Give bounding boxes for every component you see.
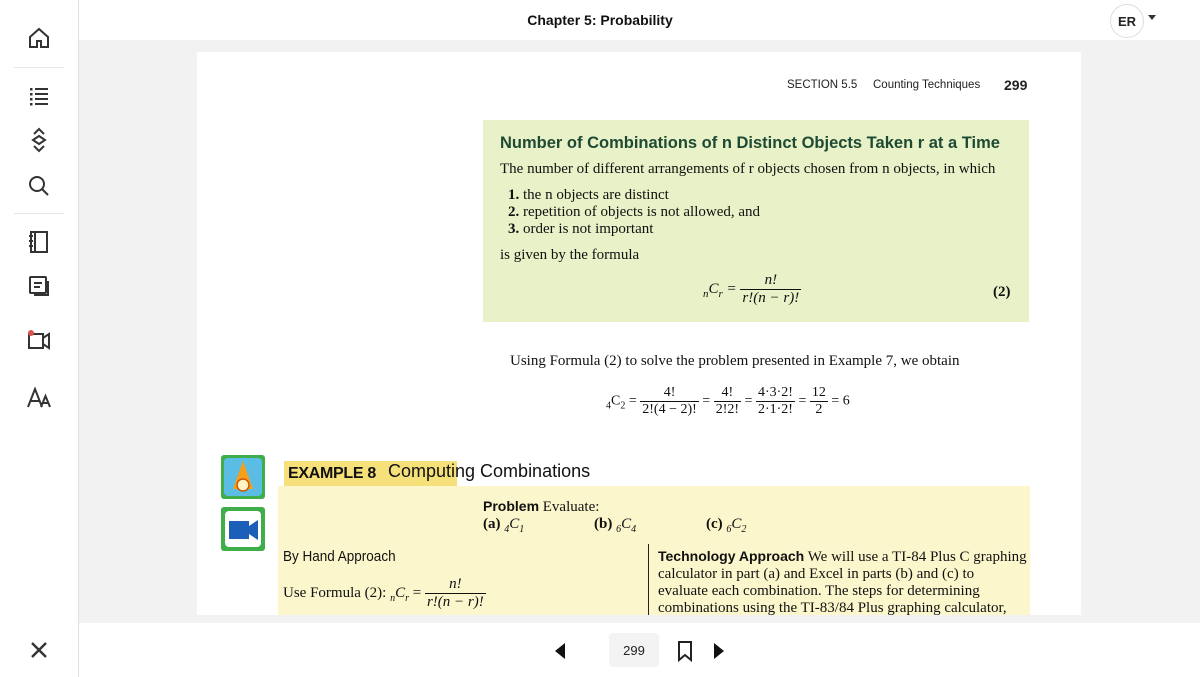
condition-item: 2. repetition of objects is not allowed, and xyxy=(508,204,761,220)
example7-calculation: $_4C_2$ = $\frac{4!}{2!(4 - 2)!}$ = $\frac{4!}{2!2!}$ = $\frac{4\cdot 3\cdot 2!}{2\cdot 1\cdot 2!}$ = $\frac{12}{2}$ = 6 xyxy=(606,385,850,417)
example-title: Computing Combinations xyxy=(388,461,591,481)
condition-item: 1. the n objects are distinct xyxy=(508,187,669,203)
by-hand-title: By Hand Approach xyxy=(283,548,396,565)
technology-line: combinations using the TI-83/84 Plus graphing calculator, xyxy=(658,600,1007,615)
section-title: Counting Techniques xyxy=(873,79,981,91)
problem-part-b: (b) $_6C_4$ xyxy=(594,516,637,535)
formula-label: (2) xyxy=(993,284,1011,300)
example-header xyxy=(278,458,1030,488)
learning-catalytics-icon[interactable] xyxy=(221,455,265,499)
media-icon[interactable] xyxy=(19,322,59,358)
user-avatar[interactable]: ER xyxy=(1110,4,1144,38)
combination-formula: $_nC_r$ = $\frac{n!}{r!(n - r)!}$ xyxy=(703,272,800,306)
technology-line: Technology Approach We will use a TI-84 Plus C graphing xyxy=(658,548,1027,565)
technology-line: evaluate each combination. The steps for determining xyxy=(658,583,980,599)
column-divider xyxy=(648,544,649,615)
section-label: SECTION 5.5 xyxy=(787,79,858,91)
condition-item: 3. order is not important xyxy=(508,221,654,237)
table-of-contents-icon[interactable] xyxy=(19,78,59,114)
definition-title: Number of Combinations of n Distinct Objects Taken r at a Time xyxy=(500,134,1000,152)
left-sidebar xyxy=(0,0,79,677)
example-label: EXAMPLE 8 xyxy=(288,465,376,482)
text-size-icon[interactable] xyxy=(19,380,59,416)
technology-line: calculator in part (a) and Excel in parts (b) and (c) to xyxy=(658,566,975,582)
chevron-down-icon[interactable] xyxy=(1148,15,1156,20)
problem-part-a: (a) $_4C_1$ xyxy=(483,516,525,535)
next-page-icon[interactable] xyxy=(712,642,726,665)
definition-box xyxy=(483,120,1029,322)
page-number-input[interactable]: 299 xyxy=(609,633,659,667)
chapter-title: Chapter 5: Probability xyxy=(527,12,673,28)
problem-part-c: (c) $_6C_2$ xyxy=(706,516,747,535)
video-icon[interactable] xyxy=(221,507,265,551)
flashcards-icon[interactable] xyxy=(19,268,59,304)
previous-page-icon[interactable] xyxy=(553,642,567,665)
problem-statement: Problem Evaluate: xyxy=(483,498,600,515)
bookmark-icon[interactable] xyxy=(676,640,694,667)
definition-intro: The number of different arrangements of r objects chosen from n objects, in which xyxy=(500,161,996,177)
notebook-icon[interactable] xyxy=(19,224,59,260)
navigate-icon[interactable] xyxy=(19,122,59,158)
book-page xyxy=(197,52,1081,615)
example-body xyxy=(278,486,1030,615)
page-number: 299 xyxy=(1004,77,1028,93)
by-hand-formula: Use Formula (2): $_nC_r$ = $\frac{n!}{r!(n - r)!}$ xyxy=(283,576,484,610)
definition-given: is given by the formula xyxy=(500,247,640,263)
close-icon[interactable] xyxy=(19,632,59,668)
search-icon[interactable] xyxy=(19,168,59,204)
using-formula-text: Using Formula (2) to solve the problem presented in Example 7, we obtain xyxy=(510,353,960,369)
